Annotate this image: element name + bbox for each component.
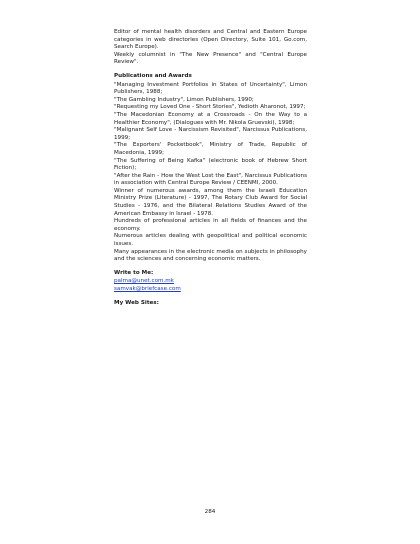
email-link-palma[interactable]: palma@unet.com.mk xyxy=(114,278,174,285)
media-paragraph: Many appearances in the electronic media on subjects in philosophy and the sciences and concerning economic matters. xyxy=(114,248,307,263)
publication-item: "Malignant Self Love - Narcissism Revisited", Narcissus Publications, 1999; xyxy=(114,127,307,141)
websites-heading: My Web Sites: xyxy=(114,299,159,306)
publication-item: "The Exporters' Pocketbook", Ministry of Trade, Republic of Macedonia, 1999; xyxy=(114,142,307,156)
publication-item: "The Gambling Industry", Limon Publishers, 1990; xyxy=(114,96,254,103)
publications-heading: Publications and Awards xyxy=(114,72,192,79)
publication-item: "Managing Investment Portfolios in States of Uncertainty", Limon Publishers, 1988; xyxy=(114,81,307,96)
intro-paragraph: Weekly columnist in "The New Presence" and "Central Europe Review". xyxy=(114,51,307,66)
award-paragraph: Winner of numerous awards, among them the Israeli Education Ministry Prize (Literature) - 1997, The Rotary Club Award for Social Studies - 1976, and the Bilateral Relations Studies Award of the American Embassy in Israel - 1978. xyxy=(114,187,307,217)
publication-item: "The Suffering of Being Kafka" (electronic book of Hebrew Short Fiction); xyxy=(114,157,307,172)
articles-paragraph: Hundreds of professional articles in all fields of finances and the economy. xyxy=(114,218,307,232)
publication-item: "Requesting my Loved One - Short Stories", Yedioth Aharonot, 1997; xyxy=(114,104,306,111)
page-number: 284 xyxy=(204,509,216,515)
intro-paragraph: Editor of mental health disorders and Central and Eastern Europe categories in web directories (Open Directory, Suite 101, Go.com, Search Europe). xyxy=(114,29,307,51)
write-heading: Write to Me: xyxy=(114,269,154,276)
email-link-samvak[interactable]: samvak@briefcase.com xyxy=(114,286,181,292)
publication-item: "The Macedonian Economy at a Crossroads - On the Way to a Healthier Economy", (Dialogues with Mr. Nikola Gruevski), 1998; xyxy=(114,111,307,126)
publication-item: "After the Rain - How the West Lost the East", Narcissus Publications in association with Central Europe Review / CEENMI, 2000. xyxy=(114,172,307,187)
articles-paragraph: Numerous articles dealing with geopolitical and political economic issues. xyxy=(114,233,307,248)
page-content xyxy=(114,29,307,308)
